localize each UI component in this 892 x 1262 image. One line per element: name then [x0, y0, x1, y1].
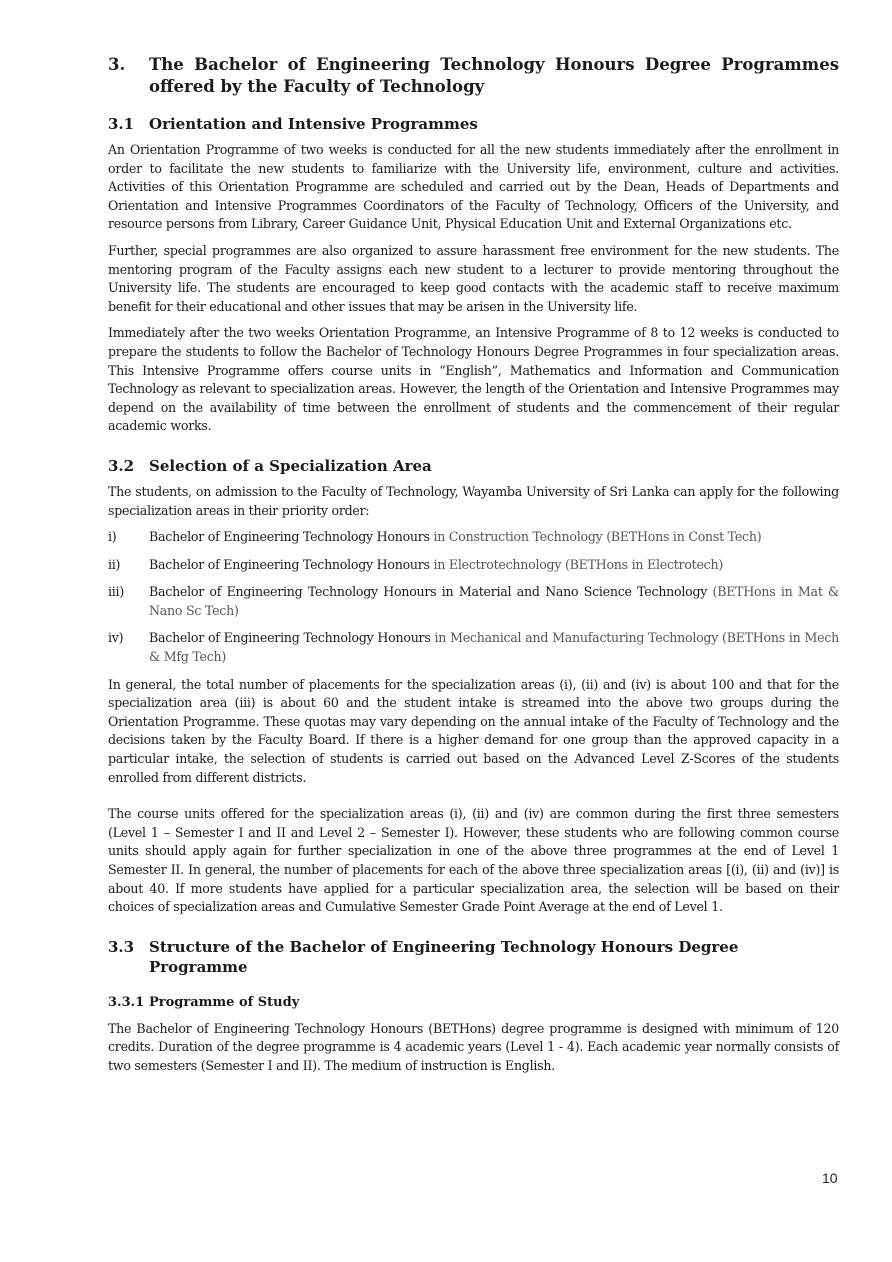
- section-title: Structure of the Bachelor of Engineering Technology Honours Degree Programme: [149, 937, 739, 976]
- list-text-grey: (BETHons in Mat & Nano Sc Tech): [149, 584, 839, 618]
- section-number: 3.3.1: [108, 994, 145, 1010]
- section-title: The Bachelor of Engineering Technology Honours Degree Programmes offered by the Faculty of Technology: [149, 55, 839, 96]
- section-3-3-heading: [108, 937, 839, 977]
- list-text: Bachelor of Engineering Technology Honours: [149, 630, 431, 646]
- list-text: Bachelor of Engineering Technology Honours: [149, 556, 430, 572]
- list-text: Bachelor of Engineering Technology Honours: [149, 529, 430, 545]
- list-item: [108, 583, 839, 620]
- paragraph: Further, special programmes are also organized to assure harassment free environment for the new students. The mentoring program of the Faculty assigns each new student to a lecturer to provide mentoring throughout the University life. The students are encouraged to keep good contacts with the academic staff to receive maximum benefit for their educational and other issues that may be arisen in the University life.: [108, 242, 839, 314]
- document-page: [108, 54, 839, 1084]
- list-item: [108, 629, 839, 666]
- list-marker: ii): [108, 556, 121, 572]
- paragraph: The students, on admission to the Faculty of Technology, Wayamba University of Sri Lanka can apply for the following specialization areas in their priority order:: [108, 483, 839, 518]
- section-number: 3.2: [108, 456, 135, 475]
- section-3-3-1-heading: [108, 994, 839, 1012]
- list-marker: iii): [108, 584, 124, 600]
- section-number: 3.1: [108, 115, 135, 133]
- list-item: [108, 556, 839, 575]
- paragraph: The course units offered for the specialization areas (i), (ii) and (iv) are common during the first three semesters (Level 1 – Semester I and II and Level 2 – Semester I). However, these students who are following common course units should apply again for further specialization in one of the above three programmes at the end of Level 1 Semester II. In general, the number of placements for each of the above three specialization areas [(i), (ii) and (iv)] is about 40. If more students have applied for a particular specialization area, the selection will be based on their choices of specialization areas and Cumulative Semester Grade Point Average at the end of Level 1.: [108, 806, 839, 915]
- page-number: 10: [822, 1170, 838, 1186]
- section-title: Programme of Study: [149, 994, 300, 1010]
- list-text: Bachelor of Engineering Technology Honours in Material and Nano Science Technology: [149, 584, 708, 600]
- paragraph: An Orientation Programme of two weeks is conducted for all the new students immediately after the enrollment in order to facilitate the new students to familiarize with the University life, environment, culture and activities. Activities of this Orientation Programme are scheduled and carried out by the Dean, Heads of Departments and Orientation and Intensive Programmes Coordinators of the Faculty of Technology, Officers of the University, and resource persons from Library, Career Guidance Unit, Physical Education Unit and External Organizations etc.: [108, 142, 839, 232]
- section-number: 3.3: [108, 937, 135, 956]
- paragraph: The Bachelor of Engineering Technology Honours (BETHons) degree programme is designed with minimum of 120 credits. Duration of the degree programme is 4 academic years (Level 1 - 4). Each academic year normally consists of two semesters (Semester I and II). The medium of instruction is English.: [108, 1020, 839, 1073]
- list-text-grey: in Construction Technology (BETHons in Const Tech): [429, 529, 762, 545]
- section-title: Orientation and Intensive Programmes: [149, 115, 478, 133]
- paragraph: In general, the total number of placements for the specialization areas (i), (ii) and (iv) is about 100 and that for the specialization area (iii) is about 60 and the student intake is streamed into the above two groups during the Orientation Programme. These quotas may vary depending on the annual intake of the Faculty of Technology and the decisions taken by the Faculty Board. If there is a higher demand for one group than the approved capacity in a particular intake, the selection of students is carried out based on the Advanced Level Z-Scores of the students enrolled from different districts.: [108, 676, 839, 785]
- section-3-1-heading: [108, 114, 839, 134]
- section-title: Selection of a Specialization Area: [149, 456, 432, 475]
- list-marker: iv): [108, 630, 124, 646]
- section-3-heading: [108, 54, 839, 98]
- list-marker: i): [108, 529, 117, 545]
- list-text-grey: in Mechanical and Manufacturing Technology (BETHons in Mech & Mfg Tech): [149, 630, 839, 665]
- list-item: [108, 528, 839, 547]
- list-text-grey: in Electrotechnology (BETHons in Electrotech): [429, 556, 724, 572]
- section-number: 3.: [108, 55, 126, 74]
- paragraph: Immediately after the two weeks Orientation Programme, an Intensive Programme of 8 to 12 weeks is conducted to prepare the students to follow the Bachelor of Technology Honours Degree Programmes in four specialization areas. This Intensive Programme offers course units in “English”, Mathematics and Information and Communication Technology as relevant to specialization areas. However, the length of the Orientation and Intensive Programmes may depend on the availability of time between the enrollment of students and the commencement of their regular academic works.: [108, 325, 839, 434]
- section-3-2-heading: [108, 456, 839, 476]
